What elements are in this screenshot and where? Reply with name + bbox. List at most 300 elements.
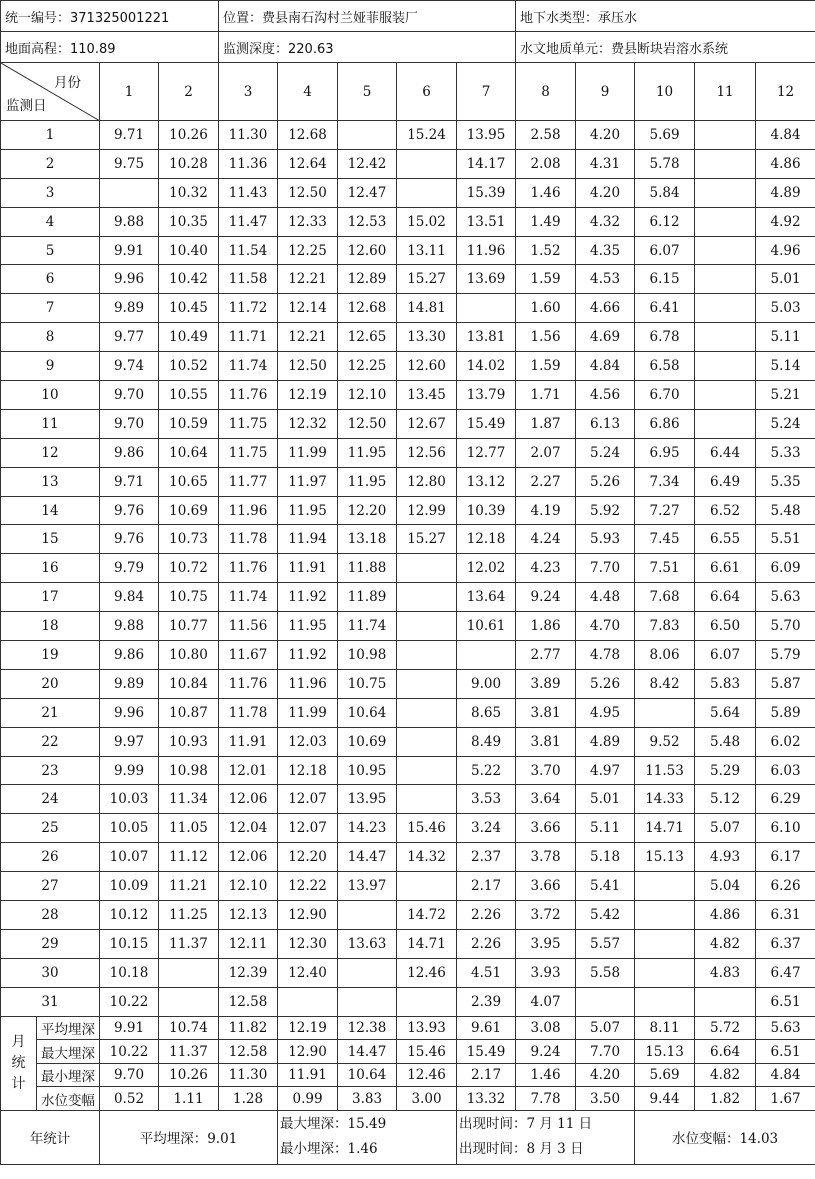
- stat-cell: 9.91: [100, 1016, 159, 1040]
- monthly-stat-row: [1, 1087, 815, 1111]
- depth-cell: 12.11: [219, 929, 278, 958]
- day-cell: 20: [1, 669, 100, 698]
- depth-cell: 6.55: [695, 525, 756, 554]
- depth-cell: 15.02: [397, 207, 457, 236]
- depth-cell: 11.96: [278, 669, 338, 698]
- month-header: 6: [397, 63, 457, 121]
- depth-cell: 10.98: [159, 756, 219, 785]
- info-row-1: [1, 1, 815, 32]
- month-header: 4: [278, 63, 338, 121]
- depth-cell: 8.65: [457, 698, 516, 727]
- depth-cell: 1.56: [516, 323, 576, 352]
- depth-cell: 4.32: [576, 207, 635, 236]
- depth-cell: 15.27: [397, 265, 457, 294]
- stat-cell: 15.49: [457, 1040, 516, 1064]
- stat-cell: 1.28: [219, 1087, 278, 1111]
- table-row: [1, 265, 815, 294]
- depth-cell: 13.11: [397, 236, 457, 265]
- depth-cell: 5.04: [695, 872, 756, 901]
- day-cell: 7: [1, 294, 100, 323]
- table-row: [1, 698, 815, 727]
- depth-cell: 11.96: [219, 496, 278, 525]
- depth-cell: 9.96: [100, 698, 159, 727]
- depth-cell: 5.26: [576, 467, 635, 496]
- depth-cell: 12.06: [219, 785, 278, 814]
- month-header-row: [1, 63, 815, 121]
- month-header: 9: [576, 63, 635, 121]
- min-occurrence-time: 出现时间：8 月 3 日: [459, 1141, 584, 1158]
- depth-cell: [695, 409, 756, 438]
- depth-cell: 11.92: [278, 583, 338, 612]
- stat-cell: 15.46: [397, 1040, 457, 1064]
- month-header: 1: [100, 63, 159, 121]
- depth-cell: 11.76: [219, 381, 278, 410]
- depth-cell: 11.94: [278, 525, 338, 554]
- depth-cell: 12.13: [219, 901, 278, 930]
- depth-cell: 12.06: [219, 843, 278, 872]
- depth-cell: 4.95: [576, 698, 635, 727]
- depth-cell: 11.75: [219, 438, 278, 467]
- day-cell: 1: [1, 121, 100, 150]
- depth-cell: 12.39: [219, 958, 278, 987]
- depth-cell: [635, 987, 695, 1016]
- table-row: [1, 467, 815, 496]
- depth-cell: [695, 294, 756, 323]
- depth-cell: 4.24: [516, 525, 576, 554]
- depth-cell: 11.56: [219, 612, 278, 641]
- depth-cell: 7.70: [576, 554, 635, 583]
- depth-cell: 12.18: [457, 525, 516, 554]
- depth-cell: 7.45: [635, 525, 695, 554]
- depth-cell: 11.89: [338, 583, 397, 612]
- depth-cell: 6.78: [635, 323, 695, 352]
- depth-cell: 9.88: [100, 612, 159, 641]
- stat-cell: 15.13: [635, 1040, 695, 1064]
- depth-cell: 10.75: [159, 583, 219, 612]
- depth-cell: 10.09: [100, 872, 159, 901]
- depth-cell: 8.06: [635, 641, 695, 670]
- depth-cell: 5.11: [756, 323, 815, 352]
- depth-cell: 13.95: [457, 121, 516, 150]
- day-cell: 21: [1, 698, 100, 727]
- depth-cell: 15.49: [457, 409, 516, 438]
- table-row: [1, 409, 815, 438]
- depth-cell: 4.35: [576, 236, 635, 265]
- table-row: [1, 785, 815, 814]
- depth-cell: 15.39: [457, 178, 516, 207]
- stat-cell: 0.52: [100, 1087, 159, 1111]
- depth-cell: 2.39: [457, 987, 516, 1016]
- depth-cell: 5.79: [756, 641, 815, 670]
- depth-cell: 13.30: [397, 323, 457, 352]
- day-cell: 9: [1, 352, 100, 381]
- depth-cell: 10.64: [159, 438, 219, 467]
- depth-cell: 13.64: [457, 583, 516, 612]
- depth-cell: 2.26: [457, 901, 516, 930]
- depth-cell: 11.95: [278, 496, 338, 525]
- depth-cell: 12.68: [338, 294, 397, 323]
- stat-label: 平均埋深: [37, 1016, 100, 1040]
- table-row: [1, 727, 815, 756]
- depth-cell: [397, 872, 457, 901]
- depth-cell: 12.42: [338, 149, 397, 178]
- depth-cell: 6.64: [695, 583, 756, 612]
- stat-cell: 0.99: [278, 1087, 338, 1111]
- depth-cell: 9.91: [100, 236, 159, 265]
- depth-cell: 11.30: [219, 121, 278, 150]
- stat-cell: 7.70: [576, 1040, 635, 1064]
- depth-cell: 9.24: [516, 583, 576, 612]
- day-cell: 27: [1, 872, 100, 901]
- depth-cell: 13.18: [338, 525, 397, 554]
- stat-cell: 5.07: [576, 1016, 635, 1040]
- stat-cell: 2.17: [457, 1063, 516, 1087]
- depth-cell: 4.86: [756, 149, 815, 178]
- stat-cell: 13.93: [397, 1016, 457, 1040]
- depth-cell: 6.15: [635, 265, 695, 294]
- depth-cell: 2.37: [457, 843, 516, 872]
- depth-cell: 9.99: [100, 756, 159, 785]
- depth-cell: 13.95: [338, 785, 397, 814]
- depth-cell: 5.89: [756, 698, 815, 727]
- depth-cell: 10.35: [159, 207, 219, 236]
- stat-cell: 6.51: [756, 1040, 815, 1064]
- depth-cell: 6.10: [756, 814, 815, 843]
- depth-cell: 4.66: [576, 294, 635, 323]
- depth-cell: 14.47: [338, 843, 397, 872]
- depth-cell: 9.00: [457, 669, 516, 698]
- hydrogeologic-unit: 水文地质单元：费县断块岩溶水系统: [516, 32, 815, 63]
- depth-cell: 11.95: [338, 467, 397, 496]
- depth-cell: 12.60: [397, 352, 457, 381]
- stat-cell: 1.46: [516, 1063, 576, 1087]
- depth-cell: 10.84: [159, 669, 219, 698]
- stat-cell: 10.74: [159, 1016, 219, 1040]
- depth-cell: 5.78: [635, 149, 695, 178]
- depth-cell: [397, 149, 457, 178]
- depth-cell: 4.83: [695, 958, 756, 987]
- depth-cell: 6.17: [756, 843, 815, 872]
- depth-cell: 9.71: [100, 121, 159, 150]
- depth-cell: 10.07: [100, 843, 159, 872]
- depth-cell: 5.24: [576, 438, 635, 467]
- depth-cell: [397, 987, 457, 1016]
- depth-cell: 7.27: [635, 496, 695, 525]
- day-cell: 29: [1, 929, 100, 958]
- depth-cell: 1.86: [516, 612, 576, 641]
- stat-cell: 10.22: [100, 1040, 159, 1064]
- depth-cell: 11.75: [219, 409, 278, 438]
- depth-cell: 5.01: [576, 785, 635, 814]
- depth-cell: 11.92: [278, 641, 338, 670]
- depth-cell: 6.13: [576, 409, 635, 438]
- monthly-stats-char: 统: [11, 1054, 26, 1071]
- depth-cell: 12.67: [397, 409, 457, 438]
- depth-cell: 13.45: [397, 381, 457, 410]
- depth-cell: 11.96: [457, 236, 516, 265]
- depth-cell: 12.20: [338, 496, 397, 525]
- depth-cell: 2.07: [516, 438, 576, 467]
- depth-cell: 11.12: [159, 843, 219, 872]
- depth-cell: 6.95: [635, 438, 695, 467]
- day-cell: 22: [1, 727, 100, 756]
- annual-stats-row: [1, 1110, 815, 1164]
- depth-cell: 4.89: [576, 727, 635, 756]
- depth-cell: [635, 901, 695, 930]
- depth-cell: 1.52: [516, 236, 576, 265]
- depth-cell: 6.41: [635, 294, 695, 323]
- stat-label: 水位变幅: [37, 1087, 100, 1111]
- depth-cell: 12.18: [278, 756, 338, 785]
- depth-cell: 5.84: [635, 178, 695, 207]
- depth-cell: 5.35: [756, 467, 815, 496]
- depth-cell: 12.50: [278, 352, 338, 381]
- depth-cell: 12.53: [338, 207, 397, 236]
- depth-cell: 12.19: [278, 381, 338, 410]
- depth-cell: 12.03: [278, 727, 338, 756]
- depth-cell: 12.25: [278, 236, 338, 265]
- depth-cell: 6.31: [756, 901, 815, 930]
- depth-cell: 10.39: [457, 496, 516, 525]
- depth-cell: 3.64: [516, 785, 576, 814]
- depth-cell: 7.68: [635, 583, 695, 612]
- corner-header: [1, 63, 100, 121]
- depth-cell: 12.47: [338, 178, 397, 207]
- depth-cell: 3.93: [516, 958, 576, 987]
- depth-cell: 14.23: [338, 814, 397, 843]
- depth-cell: 4.92: [756, 207, 815, 236]
- table-row: [1, 236, 815, 265]
- depth-cell: 10.72: [159, 554, 219, 583]
- depth-cell: 12.99: [397, 496, 457, 525]
- depth-cell: 15.24: [397, 121, 457, 150]
- depth-cell: 10.73: [159, 525, 219, 554]
- month-header: 12: [756, 63, 815, 121]
- depth-cell: 5.70: [756, 612, 815, 641]
- depth-cell: [695, 207, 756, 236]
- depth-cell: 15.13: [635, 843, 695, 872]
- month-header: 3: [219, 63, 278, 121]
- depth-cell: 3.24: [457, 814, 516, 843]
- depth-cell: 3.81: [516, 698, 576, 727]
- day-cell: 13: [1, 467, 100, 496]
- table-row: [1, 901, 815, 930]
- depth-cell: 10.77: [159, 612, 219, 641]
- monitoring-depth: 监测深度：220.63: [219, 32, 516, 63]
- stat-cell: 10.26: [159, 1063, 219, 1087]
- day-cell: 28: [1, 901, 100, 930]
- stat-cell: 5.63: [756, 1016, 815, 1040]
- stat-cell: 5.72: [695, 1016, 756, 1040]
- monthly-stats-label: [1, 1016, 37, 1110]
- depth-cell: 4.78: [576, 641, 635, 670]
- day-cell: 16: [1, 554, 100, 583]
- ground-elevation: 地面高程：110.89: [1, 32, 219, 63]
- depth-cell: 5.07: [695, 814, 756, 843]
- table-row: [1, 987, 815, 1016]
- depth-cell: 5.51: [756, 525, 815, 554]
- annual-label: 年统计: [1, 1110, 100, 1164]
- depth-cell: 11.78: [219, 698, 278, 727]
- depth-cell: 5.63: [756, 583, 815, 612]
- depth-cell: 12.58: [219, 987, 278, 1016]
- depth-cell: 4.82: [695, 929, 756, 958]
- depth-cell: 12.50: [278, 178, 338, 207]
- depth-cell: [338, 121, 397, 150]
- depth-cell: 10.05: [100, 814, 159, 843]
- stat-cell: 12.19: [278, 1016, 338, 1040]
- stat-cell: 7.78: [516, 1087, 576, 1111]
- depth-cell: 10.26: [159, 121, 219, 150]
- depth-cell: 14.33: [635, 785, 695, 814]
- depth-cell: 12.30: [278, 929, 338, 958]
- stat-cell: 11.82: [219, 1016, 278, 1040]
- depth-cell: [397, 612, 457, 641]
- depth-cell: 4.97: [576, 756, 635, 785]
- depth-cell: 11.77: [219, 467, 278, 496]
- stat-cell: 1.11: [159, 1087, 219, 1111]
- depth-cell: 10.32: [159, 178, 219, 207]
- depth-cell: 15.27: [397, 525, 457, 554]
- depth-cell: 5.14: [756, 352, 815, 381]
- depth-cell: 4.86: [695, 901, 756, 930]
- stat-cell: 1.67: [756, 1087, 815, 1111]
- depth-cell: 11.95: [278, 612, 338, 641]
- depth-cell: [457, 641, 516, 670]
- info-row-2: [1, 32, 815, 63]
- depth-cell: 10.80: [159, 641, 219, 670]
- depth-cell: 4.31: [576, 149, 635, 178]
- depth-cell: 10.15: [100, 929, 159, 958]
- depth-cell: 10.18: [100, 958, 159, 987]
- depth-cell: 9.97: [100, 727, 159, 756]
- depth-cell: [457, 294, 516, 323]
- stat-cell: 5.69: [635, 1063, 695, 1087]
- depth-cell: [695, 149, 756, 178]
- annual-occurrence: [457, 1110, 635, 1164]
- depth-cell: 5.87: [756, 669, 815, 698]
- depth-cell: 6.47: [756, 958, 815, 987]
- depth-cell: 5.57: [576, 929, 635, 958]
- stat-cell: 1.82: [695, 1087, 756, 1111]
- depth-cell: 6.49: [695, 467, 756, 496]
- stat-cell: 4.84: [756, 1063, 815, 1087]
- depth-cell: 9.84: [100, 583, 159, 612]
- depth-cell: 5.03: [756, 294, 815, 323]
- depth-cell: 12.65: [338, 323, 397, 352]
- depth-cell: 6.03: [756, 756, 815, 785]
- depth-cell: 11.99: [278, 438, 338, 467]
- day-cell: 2: [1, 149, 100, 178]
- depth-cell: 14.71: [397, 929, 457, 958]
- depth-cell: 11.76: [219, 554, 278, 583]
- depth-cell: 12.14: [278, 294, 338, 323]
- depth-cell: 11.37: [159, 929, 219, 958]
- depth-cell: 9.52: [635, 727, 695, 756]
- month-header: 8: [516, 63, 576, 121]
- depth-cell: 10.61: [457, 612, 516, 641]
- table-row: [1, 525, 815, 554]
- annual-range: 水位变幅：14.03: [635, 1110, 815, 1164]
- month-header: 2: [159, 63, 219, 121]
- depth-cell: [159, 987, 219, 1016]
- stat-cell: 4.20: [576, 1063, 635, 1087]
- depth-cell: 4.23: [516, 554, 576, 583]
- month-header: 11: [695, 63, 756, 121]
- depth-cell: 7.51: [635, 554, 695, 583]
- depth-cell: 10.55: [159, 381, 219, 410]
- depth-cell: 10.95: [338, 756, 397, 785]
- depth-cell: 4.93: [695, 843, 756, 872]
- depth-cell: 10.65: [159, 467, 219, 496]
- depth-cell: 12.07: [278, 785, 338, 814]
- depth-cell: 6.44: [695, 438, 756, 467]
- depth-cell: [278, 987, 338, 1016]
- stat-cell: 11.37: [159, 1040, 219, 1064]
- depth-cell: [159, 958, 219, 987]
- depth-cell: [635, 929, 695, 958]
- depth-cell: 11.05: [159, 814, 219, 843]
- depth-cell: 6.02: [756, 727, 815, 756]
- depth-cell: 9.74: [100, 352, 159, 381]
- depth-cell: [100, 178, 159, 207]
- table-row: [1, 149, 815, 178]
- depth-cell: 12.64: [278, 149, 338, 178]
- table-row: [1, 641, 815, 670]
- depth-cell: 12.46: [397, 958, 457, 987]
- depth-cell: 10.64: [338, 698, 397, 727]
- day-cell: 6: [1, 265, 100, 294]
- day-cell: 14: [1, 496, 100, 525]
- depth-cell: 5.11: [576, 814, 635, 843]
- depth-cell: 12.33: [278, 207, 338, 236]
- depth-cell: 1.60: [516, 294, 576, 323]
- depth-cell: 12.22: [278, 872, 338, 901]
- depth-cell: 14.72: [397, 901, 457, 930]
- table-row: [1, 178, 815, 207]
- depth-cell: 9.79: [100, 554, 159, 583]
- day-cell: 30: [1, 958, 100, 987]
- depth-cell: [695, 121, 756, 150]
- day-axis-label: 监测日: [6, 98, 47, 114]
- depth-cell: 6.12: [635, 207, 695, 236]
- day-cell: 12: [1, 438, 100, 467]
- depth-cell: 12.21: [278, 265, 338, 294]
- depth-cell: 13.12: [457, 467, 516, 496]
- depth-cell: [635, 958, 695, 987]
- depth-cell: [695, 381, 756, 410]
- depth-cell: [695, 265, 756, 294]
- depth-cell: 5.92: [576, 496, 635, 525]
- depth-cell: 3.89: [516, 669, 576, 698]
- depth-cell: 12.77: [457, 438, 516, 467]
- depth-cell: 2.27: [516, 467, 576, 496]
- depth-cell: 4.56: [576, 381, 635, 410]
- depth-cell: 11.21: [159, 872, 219, 901]
- table-row: [1, 294, 815, 323]
- depth-cell: 2.58: [516, 121, 576, 150]
- depth-cell: 3.66: [516, 872, 576, 901]
- depth-cell: 5.18: [576, 843, 635, 872]
- depth-cell: 5.48: [695, 727, 756, 756]
- depth-cell: 2.08: [516, 149, 576, 178]
- depth-cell: 12.32: [278, 409, 338, 438]
- depth-cell: 11.58: [219, 265, 278, 294]
- day-cell: 10: [1, 381, 100, 410]
- day-cell: 3: [1, 178, 100, 207]
- depth-cell: 9.76: [100, 496, 159, 525]
- depth-cell: 13.81: [457, 323, 516, 352]
